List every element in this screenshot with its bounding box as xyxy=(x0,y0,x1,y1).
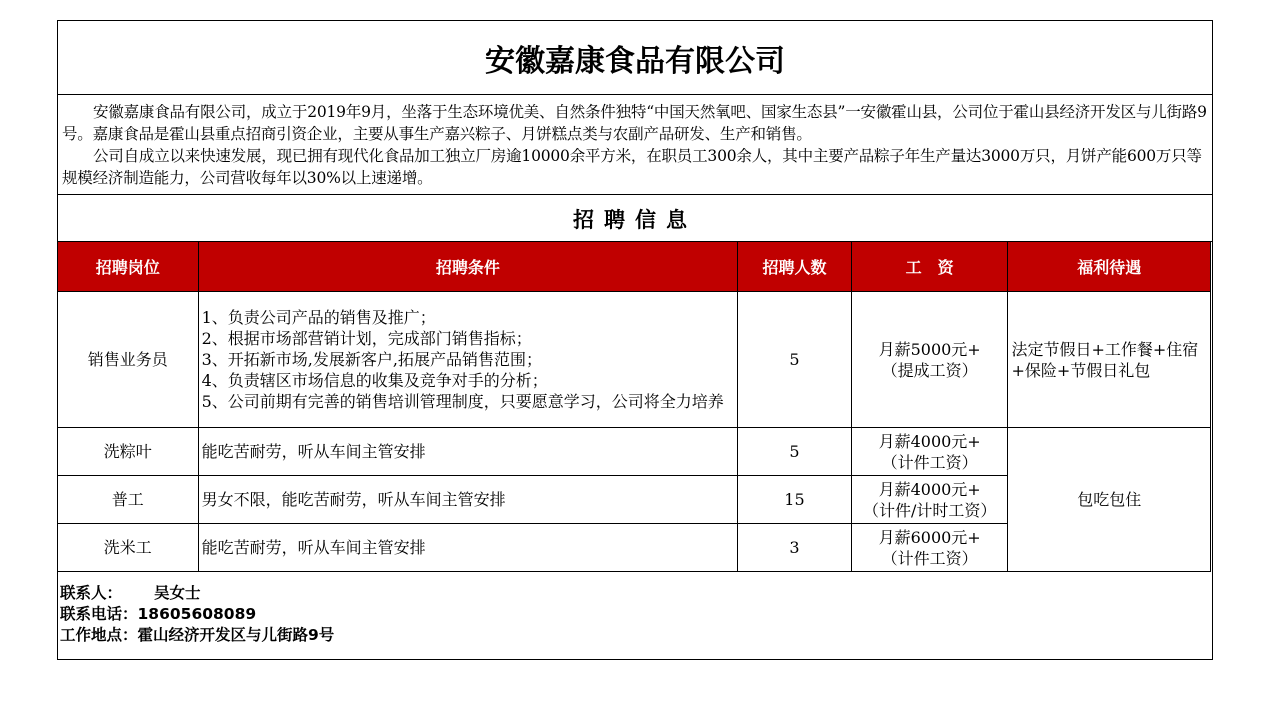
salary-cell xyxy=(851,524,1008,572)
contact-person: 吴女士 xyxy=(154,584,201,602)
position-cell: 销售业务员 xyxy=(58,292,199,428)
work-address: 霍山经济开发区与儿街路9号 xyxy=(137,626,335,644)
count-cell: 3 xyxy=(738,524,852,572)
header-benefits: 福利待遇 xyxy=(1008,242,1211,292)
salary-amount: 月薪6000元+ xyxy=(878,527,981,547)
section-title: 招聘信息 xyxy=(58,196,1212,242)
salary-type: （计件/计时工资） xyxy=(862,500,997,520)
work-address-row xyxy=(60,625,334,646)
salary-type: （计件工资） xyxy=(881,452,978,472)
job-table xyxy=(57,241,1211,572)
requirement-line: 5、公司前期有完善的销售培训管理制度，只要愿意学习，公司将全力培养 xyxy=(201,392,724,411)
requirements-cell: 男女不限，能吃苦耐劳，听从车间主管安排 xyxy=(198,476,737,524)
table-row xyxy=(58,292,1211,428)
count-cell: 5 xyxy=(738,428,852,476)
header-position: 招聘岗位 xyxy=(58,242,199,292)
salary-type: （计件工资） xyxy=(881,548,978,568)
requirement-line: 2、根据市场部营销计划，完成部门销售指标； xyxy=(201,329,532,348)
contact-info xyxy=(60,583,334,646)
count-cell: 5 xyxy=(738,292,852,428)
company-intro xyxy=(58,95,1212,195)
contact-phone-label: 联系电话： xyxy=(60,605,138,623)
contact-person-label: 联系人： xyxy=(60,584,123,602)
salary-cell xyxy=(851,428,1008,476)
contact-person-row xyxy=(60,583,334,604)
position-cell: 普工 xyxy=(58,476,199,524)
position-cell: 洗粽叶 xyxy=(58,428,199,476)
header-salary: 工 资 xyxy=(851,242,1008,292)
job-posting-sheet xyxy=(57,20,1213,660)
requirement-line: 4、负责辖区市场信息的收集及竞争对手的分析； xyxy=(201,371,548,390)
count-cell: 15 xyxy=(738,476,852,524)
requirements-cell xyxy=(198,292,737,428)
salary-amount: 月薪4000元+ xyxy=(878,479,981,499)
intro-paragraph-2: 公司自成立以来快速发展，现已拥有现代化食品加工独立厂房逾10000余平方米，在职员工300余人，其中主要产品粽子年生产量达3000万只，月饼产能600万只等规模经济制造能力，公司营收每年以30%以上速递增。 xyxy=(62,147,1202,187)
requirements-cell: 能吃苦耐劳，听从车间主管安排 xyxy=(198,428,737,476)
benefits-cell: 法定节假日+工作餐+住宿+保险+节假日礼包 xyxy=(1008,292,1211,428)
table-row xyxy=(58,428,1211,476)
company-title: 安徽嘉康食品有限公司 xyxy=(58,21,1212,95)
contact-phone-row xyxy=(60,604,334,625)
salary-cell xyxy=(851,292,1008,428)
shared-benefits-cell: 包吃包住 xyxy=(1008,428,1211,572)
work-address-label: 工作地点： xyxy=(60,626,138,644)
intro-paragraph-1: 安徽嘉康食品有限公司，成立于2019年9月，坐落于生态环境优美、自然条件独特“中国天然氧吧、国家生态县”一安徽霍山县，公司位于霍山县经济开发区与儿街路9号。嘉康食品是霍山县重点招商引资企业，主要从事生产嘉兴粽子、月饼糕点类与农副产品研发、生产和销售。 xyxy=(62,103,1207,143)
requirements-cell: 能吃苦耐劳，听从车间主管安排 xyxy=(198,524,737,572)
salary-type: （提成工资） xyxy=(881,360,978,380)
contact-phone: 18605608089 xyxy=(137,605,257,623)
table-header-row xyxy=(58,242,1211,292)
salary-cell xyxy=(851,476,1008,524)
position-cell: 洗米工 xyxy=(58,524,199,572)
requirement-line: 3、开拓新市场,发展新客户,拓展产品销售范围； xyxy=(201,350,542,369)
header-requirements: 招聘条件 xyxy=(198,242,737,292)
salary-amount: 月薪4000元+ xyxy=(878,431,981,451)
header-count: 招聘人数 xyxy=(738,242,852,292)
salary-amount: 月薪5000元+ xyxy=(878,339,981,359)
requirement-line: 1、负责公司产品的销售及推广； xyxy=(201,308,436,327)
